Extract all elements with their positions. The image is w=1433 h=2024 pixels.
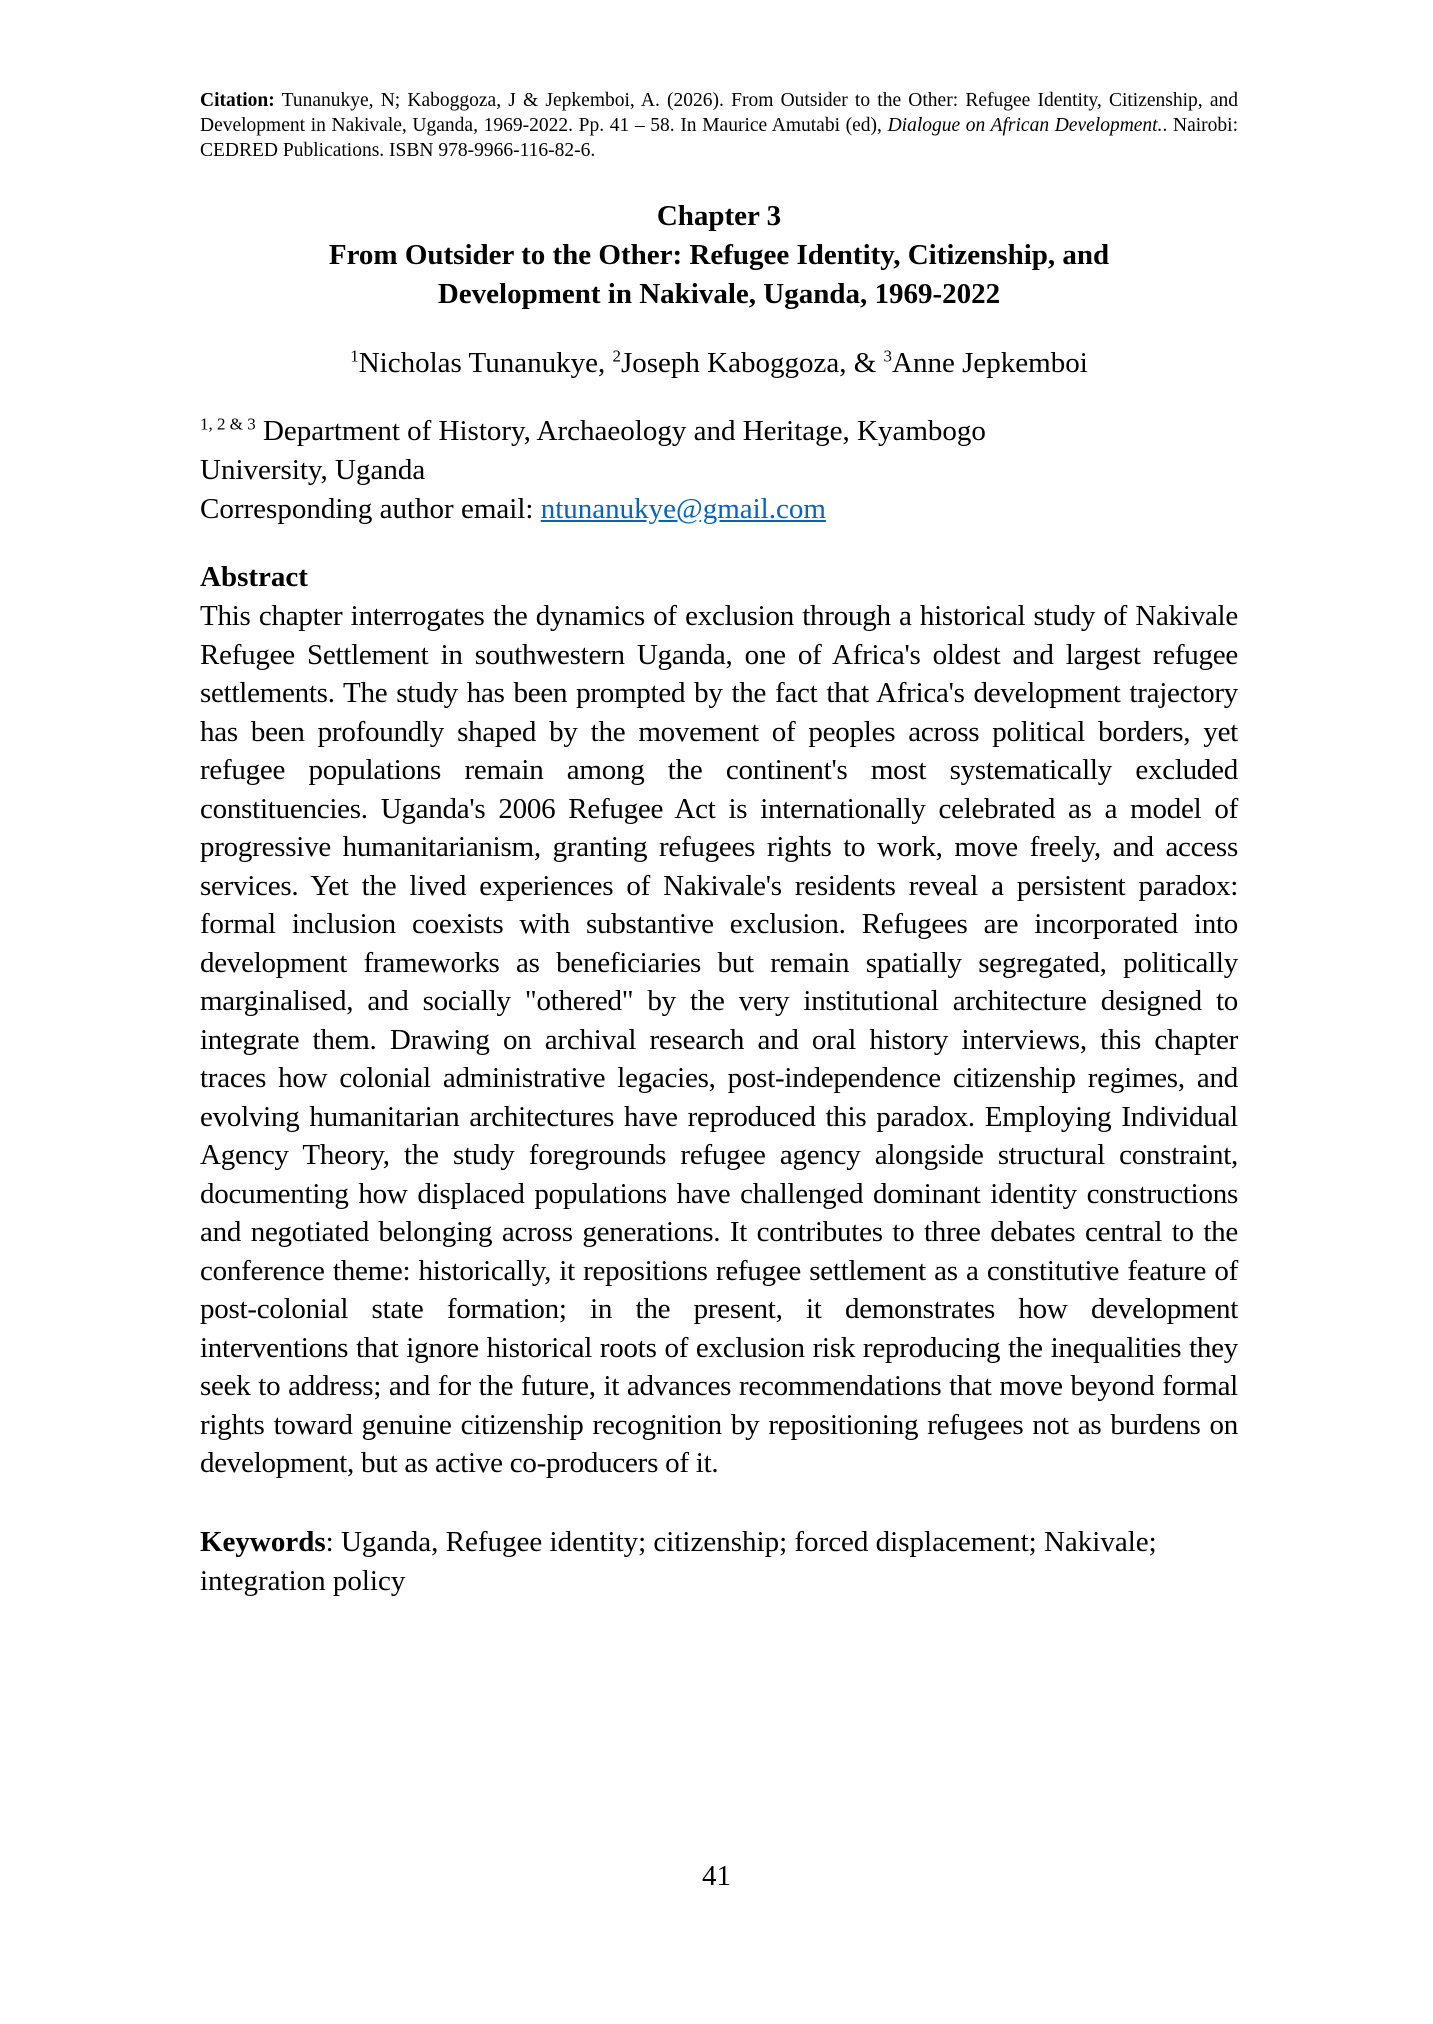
chapter-title-line-2: Development in Nakivale, Uganda, 1969-2022 xyxy=(437,278,1001,310)
author-list xyxy=(200,344,1238,382)
email-link[interactable]: ntunanukye@gmail.com xyxy=(540,493,826,525)
keywords-block xyxy=(200,1523,1238,1601)
document-page xyxy=(200,88,1238,1601)
citation-book-title: Dialogue on African Development. xyxy=(887,115,1163,136)
affiliation-marker: 1, 2 & 3 xyxy=(200,414,256,434)
author-3-name: Anne Jepkemboi xyxy=(892,347,1088,379)
abstract-heading: Abstract xyxy=(200,561,308,593)
email-label: Corresponding author email: xyxy=(200,493,541,525)
abstract-body: This chapter interrogates the dynamics of exclusion through a historical study of Nakivale Refugee Settlement in southwestern Uganda, one of Africa's oldest and largest refugee settlements. The study has been prompted by the fact that Africa's development trajectory has been profoundly shaped by the movement of peoples across political borders, yet refugee populations remain among the continent's most systematically excluded constituencies. Uganda's 2006 Refugee Act is internationally celebrated as a model of progressive humanitarianism, granting refugees rights to work, move freely, and access services. Yet the lived experiences of Nakivale's residents reveal a persistent paradox: formal inclusion coexists with substantive exclusion. Refugees are incorporated into development frameworks as beneficiaries but remain spatially segregated, politically marginalised, and socially "othered" by the very institutional architecture designed to integrate them. Drawing on archival research and oral history interviews, this chapter traces how colonial administrative legacies, post-independence citizenship regimes, and evolving humanitarian architectures have reproduced this paradox. Employing Individual Agency Theory, the study foregrounds refugee agency alongside structural constraint, documenting how displaced populations have challenged dominant identity constructions and negotiated belonging across generations. It contributes to three debates central to the conference theme: historically, it repositions refugee settlement as a constitutive feature of post-colonial state formation; in the present, it demonstrates how development interventions that ignore historical roots of exclusion risk reproducing the inequalities they seek to address; and for the future, it advances recommendations that move beyond formal rights toward genuine citizenship recognition by repositioning refugees not as burdens on development, but as active co-producers of it. xyxy=(200,600,1238,1479)
author-3-marker: 3 xyxy=(883,346,893,366)
author-2-name: Joseph Kaboggoza, & xyxy=(620,347,884,379)
keywords-text: : Uganda, Refugee identity; citizenship; forced displacement; Nakivale; integration policy xyxy=(200,1525,1157,1597)
author-2-marker: 2 xyxy=(612,346,621,366)
keywords-label: Keywords xyxy=(200,1525,326,1558)
chapter-number: Chapter 3 xyxy=(656,200,782,232)
affiliation-block xyxy=(200,412,1238,529)
citation-block xyxy=(200,88,1238,163)
chapter-heading xyxy=(200,197,1238,314)
citation-label: Citation: xyxy=(200,90,275,111)
author-1-name: Nicholas Tunanukye, xyxy=(358,347,613,379)
affiliation-line-2: University, Uganda xyxy=(200,454,426,486)
citation-text: Tunanukye, N; Kaboggoza, J & Jepkemboi, A. (2026). From Outsider to the Other: Refugee Identity, Citizenship, and Development in Nakivale, Uganda, 1969-2022. Pp. 41 – 58. In Maurice Amutabi (ed), xyxy=(200,90,1238,136)
citation-publisher: . Nairobi: CEDRED Publications. ISBN 978-9966-116-82-6. xyxy=(200,115,1238,161)
author-1-marker: 1 xyxy=(350,346,359,366)
chapter-title-line-1: From Outsider to the Other: Refugee Identity, Citizenship, and xyxy=(328,239,1110,271)
page-number: 41 xyxy=(702,1860,731,1892)
affiliation-line-1 xyxy=(200,412,1238,451)
affiliation-department: Department of History, Archaeology and Heritage, Kyambogo xyxy=(255,415,986,447)
corresponding-email-line xyxy=(200,490,1238,529)
